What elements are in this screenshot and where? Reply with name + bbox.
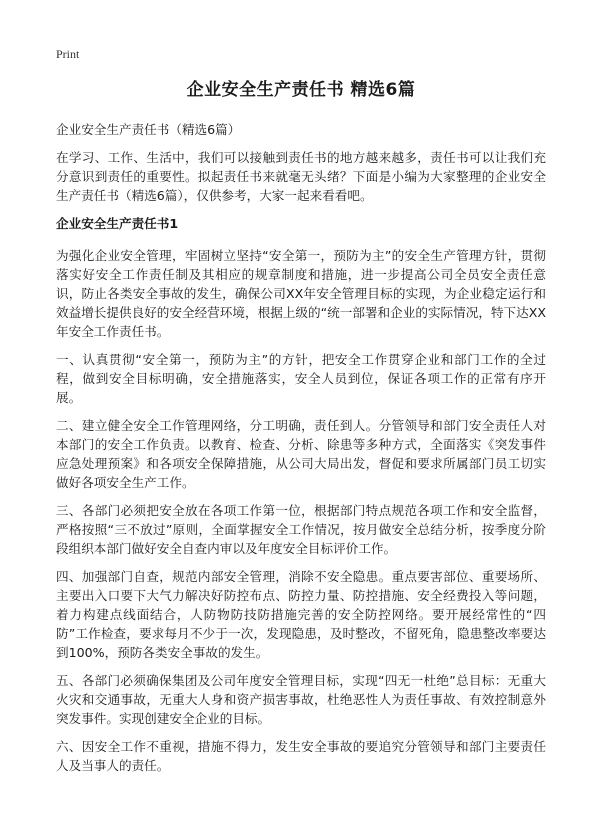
section-heading: 企业安全生产责任书1 <box>56 216 179 231</box>
document-subtitle: 企业安全生产责任书（精选6篇） <box>56 122 241 137</box>
body-paragraph-6: 六、因安全工作不重视，措施不得力，发生安全事故的要追究分管领导和部门主要责任人及当事人的责任。 <box>56 739 546 773</box>
document-page <box>56 78 546 784</box>
body-paragraph-2: 二、建立健全安全工作管理网络，分工明确，责任到人。分管领导和部门安全责任人对本部门的安全工作负责。以教育、检查、分析、除患等多种方式，全面落实《突发事件应急处理预案》和各项安全保障措施，从公司大局出发，督促和要求所属部门员工切实做好各项安全生产工作。 <box>56 418 546 490</box>
body-paragraph-1: 一、认真贯彻“安全第一，预防为主”的方针，把安全工作贯穿企业和部门工作的全过程，做到安全目标明确，安全措施落实，安全人员到位，保证各项工作的正常有序开展。 <box>56 352 546 405</box>
page-title: 企业安全生产责任书 精选6篇 <box>186 80 416 100</box>
intro-paragraph: 在学习、工作、生活中，我们可以接触到责任书的地方越来越多，责任书可以让我们充分意识到责任的重要性。拟起责任书来就毫无头绪？下面是小编为大家整理的企业安全生产责任书（精选6篇），仅供参考，大家一起来看看吧。 <box>56 150 546 203</box>
body-paragraph-3: 三、各部门必须把安全放在各项工作第一位，根据部门特点规范各项工作和安全监督，严格按照“三不放过”原则，全面掌握安全工作情况，按月做安全总结分析，按季度分阶段组织本部门做好安全自查内审以及年度安全目标评价工作。 <box>56 503 546 556</box>
body-paragraph-5: 五、各部门必须确保集团及公司年度安全管理目标，实现“四无一杜绝”总目标：无重大火灾和交通事故，无重大人身和资产损害事故，杜绝恶性人为责任事故、有效控制意外突发事件。实现创建安全企业的目标。 <box>56 673 546 726</box>
print-link[interactable]: Print <box>56 47 80 61</box>
body-paragraph-preamble: 为强化企业安全管理，牢固树立坚持“安全第一，预防为主”的安全生产管理方针，贯彻落实好安全工作责任制及其相应的规章制度和措施，进一步提高公司全员安全责任意识，防止各类安全事故的发生，确保公司XX年安全管理目标的实现，为企业稳定运行和效益增长提供良好的安全经营环境，根据上级的“统一部署和企业的实际情况，特下达XX年安全工作责任书。 <box>56 248 546 339</box>
body-paragraph-4: 四、加强部门自查，规范内部安全管理，消除不安全隐患。重点要害部位、重要场所、主要出入口要下大气力解决好防控布点、防控力量、防控措施、安全经费投入等问题，着力构建点线面结合，人防物防技防措施完善的安全防控网络。要开展经常性的“四防”工作检查，要求每月不少于一次，发现隐患，及时整改，不留死角，隐患整改率要达到100%，预防各类安全事故的发生。 <box>56 569 546 660</box>
